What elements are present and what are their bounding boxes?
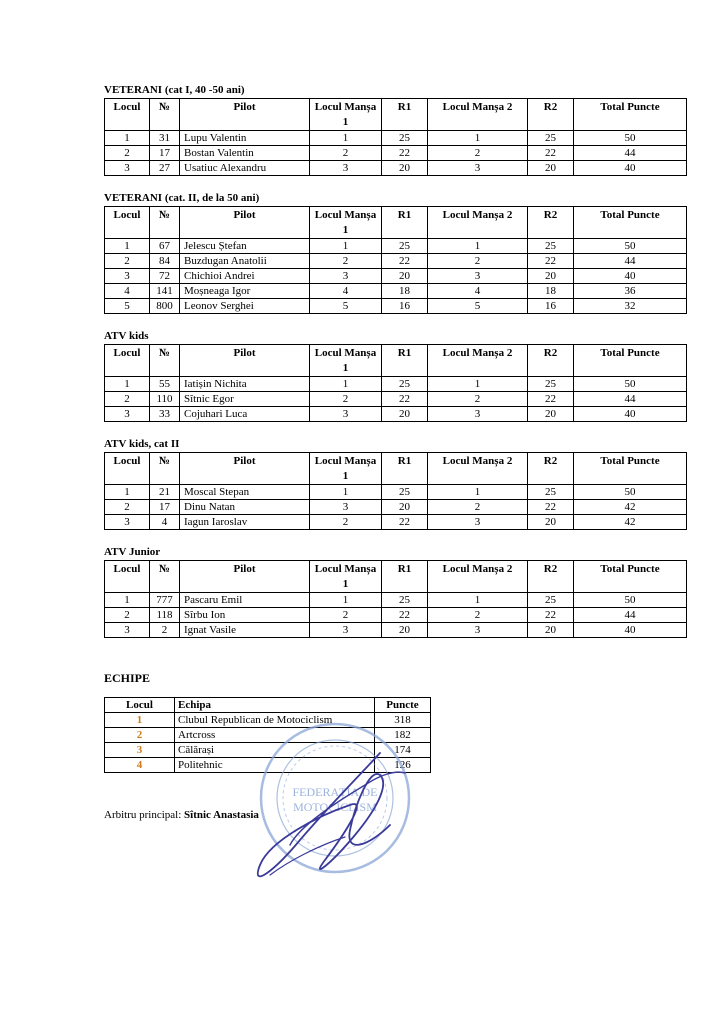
cell-total: 50 <box>574 593 687 608</box>
cell-pilot: Sîtnic Egor <box>180 392 310 407</box>
header-place-heat2: Locul Manșa 2 <box>428 561 528 593</box>
header-place-heat1: Locul Manșa 1 <box>310 345 382 377</box>
cell-rank: 1 <box>105 239 150 254</box>
header-rank: Locul <box>105 561 150 593</box>
cell-rank: 2 <box>105 146 150 161</box>
cell-place-heat1: 3 <box>310 269 382 284</box>
table-row <box>105 284 687 299</box>
table-header-row <box>105 453 687 485</box>
teams-header-rank: Locul <box>105 698 175 713</box>
table-row <box>105 239 687 254</box>
results-section <box>104 438 686 530</box>
cell-number: 33 <box>150 407 180 422</box>
table-header-row <box>105 345 687 377</box>
table-row <box>105 623 687 638</box>
results-table <box>104 344 687 422</box>
cell-pilot: Usatiuc Alexandru <box>180 161 310 176</box>
header-pilot: Pilot <box>180 561 310 593</box>
cell-total: 32 <box>574 299 687 314</box>
team-points: 174 <box>375 743 431 758</box>
cell-r1: 20 <box>382 269 428 284</box>
table-row <box>105 146 687 161</box>
table-row <box>105 377 687 392</box>
team-name: Artcross <box>175 728 375 743</box>
teams-header-team: Echipa <box>175 698 375 713</box>
cell-pilot: Buzdugan Anatolii <box>180 254 310 269</box>
cell-number: 67 <box>150 239 180 254</box>
cell-pilot: Iagun Iaroslav <box>180 515 310 530</box>
cell-rank: 1 <box>105 485 150 500</box>
table-row <box>105 299 687 314</box>
cell-rank: 2 <box>105 254 150 269</box>
cell-place-heat1: 3 <box>310 623 382 638</box>
stamp-text-top: FEDERAȚIA DE <box>292 785 378 799</box>
cell-place-heat1: 3 <box>310 161 382 176</box>
table-row <box>105 593 687 608</box>
cell-pilot: Ignat Vasile <box>180 623 310 638</box>
header-pilot: Pilot <box>180 99 310 131</box>
header-number: № <box>150 99 180 131</box>
results-section <box>104 192 686 314</box>
table-row <box>105 392 687 407</box>
cell-pilot: Moșneaga Igor <box>180 284 310 299</box>
arbiter-name: Sîtnic Anastasia <box>184 809 259 821</box>
cell-r2: 20 <box>528 515 574 530</box>
cell-number: 21 <box>150 485 180 500</box>
cell-pilot: Jelescu Ștefan <box>180 239 310 254</box>
signature <box>230 745 430 895</box>
section-title: VETERANI (cat. II, de la 50 ani) <box>104 192 260 204</box>
cell-rank: 5 <box>105 299 150 314</box>
cell-place-heat2: 3 <box>428 161 528 176</box>
cell-total: 40 <box>574 407 687 422</box>
header-place-heat2: Locul Manșa 2 <box>428 345 528 377</box>
cell-total: 40 <box>574 161 687 176</box>
cell-r2: 22 <box>528 392 574 407</box>
cell-place-heat1: 1 <box>310 239 382 254</box>
arbiter-label: Arbitru principal: <box>104 809 185 821</box>
cell-pilot: Lupu Valentin <box>180 131 310 146</box>
header-total: Total Puncte <box>574 207 687 239</box>
header-number: № <box>150 207 180 239</box>
team-points: 126 <box>375 758 431 773</box>
header-pilot: Pilot <box>180 453 310 485</box>
cell-place-heat2: 5 <box>428 299 528 314</box>
cell-place-heat1: 2 <box>310 515 382 530</box>
results-section <box>104 546 686 638</box>
cell-place-heat2: 3 <box>428 515 528 530</box>
header-r2: R2 <box>528 345 574 377</box>
cell-number: 31 <box>150 131 180 146</box>
cell-rank: 2 <box>105 608 150 623</box>
cell-rank: 2 <box>105 392 150 407</box>
cell-r1: 20 <box>382 161 428 176</box>
cell-r1: 22 <box>382 608 428 623</box>
cell-place-heat1: 3 <box>310 407 382 422</box>
team-name: Politehnic <box>175 758 375 773</box>
team-rank: 1 <box>105 713 175 728</box>
cell-number: 2 <box>150 623 180 638</box>
cell-number: 110 <box>150 392 180 407</box>
cell-place-heat1: 3 <box>310 500 382 515</box>
cell-place-heat1: 1 <box>310 377 382 392</box>
table-header-row <box>105 99 687 131</box>
section-title: ATV kids, cat II <box>104 438 180 450</box>
cell-number: 4 <box>150 515 180 530</box>
header-rank: Locul <box>105 453 150 485</box>
team-points: 182 <box>375 728 431 743</box>
cell-pilot: Chichioi Andrei <box>180 269 310 284</box>
header-place-heat2: Locul Manșa 2 <box>428 453 528 485</box>
cell-number: 800 <box>150 299 180 314</box>
cell-number: 27 <box>150 161 180 176</box>
cell-number: 84 <box>150 254 180 269</box>
table-row <box>105 515 687 530</box>
cell-total: 50 <box>574 377 687 392</box>
cell-pilot: Leonov Serghei <box>180 299 310 314</box>
cell-pilot: Dinu Natan <box>180 500 310 515</box>
cell-total: 50 <box>574 239 687 254</box>
header-r2: R2 <box>528 207 574 239</box>
cell-r2: 22 <box>528 254 574 269</box>
header-r1: R1 <box>382 561 428 593</box>
cell-total: 42 <box>574 500 687 515</box>
cell-r2: 20 <box>528 623 574 638</box>
cell-r2: 22 <box>528 608 574 623</box>
header-total: Total Puncte <box>574 99 687 131</box>
cell-number: 141 <box>150 284 180 299</box>
table-header-row <box>105 561 687 593</box>
header-number: № <box>150 561 180 593</box>
cell-place-heat1: 2 <box>310 146 382 161</box>
cell-place-heat2: 1 <box>428 485 528 500</box>
cell-place-heat2: 4 <box>428 284 528 299</box>
cell-rank: 3 <box>105 407 150 422</box>
table-row <box>105 608 687 623</box>
cell-total: 44 <box>574 254 687 269</box>
cell-number: 777 <box>150 593 180 608</box>
header-total: Total Puncte <box>574 345 687 377</box>
cell-rank: 1 <box>105 377 150 392</box>
cell-r2: 20 <box>528 161 574 176</box>
results-table <box>104 206 687 314</box>
header-rank: Locul <box>105 345 150 377</box>
cell-rank: 3 <box>105 623 150 638</box>
header-total: Total Puncte <box>574 561 687 593</box>
cell-total: 40 <box>574 269 687 284</box>
cell-total: 36 <box>574 284 687 299</box>
header-place-heat1: Locul Manșa 1 <box>310 99 382 131</box>
cell-rank: 4 <box>105 284 150 299</box>
teams-header-row <box>105 698 431 713</box>
header-place-heat1: Locul Manșa 1 <box>310 561 382 593</box>
results-section <box>104 330 686 422</box>
team-name: Călărași <box>175 743 375 758</box>
section-title: ATV Junior <box>104 546 161 558</box>
cell-r2: 25 <box>528 131 574 146</box>
cell-r2: 25 <box>528 485 574 500</box>
cell-r2: 25 <box>528 593 574 608</box>
cell-rank: 1 <box>105 593 150 608</box>
table-row <box>105 269 687 284</box>
cell-rank: 3 <box>105 269 150 284</box>
cell-pilot: Pascaru Emil <box>180 593 310 608</box>
cell-place-heat2: 2 <box>428 254 528 269</box>
cell-place-heat2: 2 <box>428 392 528 407</box>
cell-place-heat1: 5 <box>310 299 382 314</box>
teams-title: ECHIPE <box>104 671 151 685</box>
cell-pilot: Sîrbu Ion <box>180 608 310 623</box>
results-table <box>104 98 687 176</box>
cell-pilot: Bostan Valentin <box>180 146 310 161</box>
cell-place-heat2: 2 <box>428 146 528 161</box>
stamp-text-bottom: MOTOCICLISM <box>293 800 377 814</box>
cell-r2: 16 <box>528 299 574 314</box>
section-title: VETERANI (cat I, 40 -50 ani) <box>104 84 245 96</box>
cell-place-heat2: 3 <box>428 407 528 422</box>
results-table <box>104 560 687 638</box>
cell-place-heat1: 1 <box>310 485 382 500</box>
cell-total: 44 <box>574 392 687 407</box>
cell-r2: 18 <box>528 284 574 299</box>
cell-r1: 25 <box>382 593 428 608</box>
cell-r1: 22 <box>382 515 428 530</box>
teams-header-points: Puncte <box>375 698 431 713</box>
table-header-row <box>105 207 687 239</box>
cell-pilot: Moscal Stepan <box>180 485 310 500</box>
team-rank: 2 <box>105 728 175 743</box>
cell-place-heat2: 1 <box>428 377 528 392</box>
cell-r1: 20 <box>382 623 428 638</box>
header-number: № <box>150 453 180 485</box>
cell-total: 44 <box>574 608 687 623</box>
header-r1: R1 <box>382 207 428 239</box>
cell-number: 118 <box>150 608 180 623</box>
cell-total: 42 <box>574 515 687 530</box>
table-row <box>105 485 687 500</box>
cell-r1: 25 <box>382 239 428 254</box>
cell-place-heat1: 1 <box>310 131 382 146</box>
cell-place-heat1: 4 <box>310 284 382 299</box>
cell-rank: 3 <box>105 515 150 530</box>
cell-place-heat1: 2 <box>310 608 382 623</box>
cell-pilot: Iatișin Nichita <box>180 377 310 392</box>
cell-r1: 18 <box>382 284 428 299</box>
team-rank: 4 <box>105 758 175 773</box>
cell-place-heat2: 2 <box>428 500 528 515</box>
cell-r1: 25 <box>382 131 428 146</box>
header-total: Total Puncte <box>574 453 687 485</box>
cell-place-heat1: 2 <box>310 392 382 407</box>
table-row <box>105 161 687 176</box>
cell-number: 17 <box>150 146 180 161</box>
cell-place-heat2: 1 <box>428 239 528 254</box>
cell-place-heat2: 3 <box>428 269 528 284</box>
cell-place-heat1: 2 <box>310 254 382 269</box>
team-points: 318 <box>375 713 431 728</box>
header-r2: R2 <box>528 99 574 131</box>
header-pilot: Pilot <box>180 345 310 377</box>
header-r1: R1 <box>382 99 428 131</box>
header-r1: R1 <box>382 345 428 377</box>
cell-total: 50 <box>574 131 687 146</box>
cell-place-heat2: 3 <box>428 623 528 638</box>
header-pilot: Pilot <box>180 207 310 239</box>
cell-r2: 22 <box>528 146 574 161</box>
header-r2: R2 <box>528 561 574 593</box>
cell-place-heat1: 1 <box>310 593 382 608</box>
cell-r2: 20 <box>528 407 574 422</box>
header-place-heat2: Locul Manșa 2 <box>428 99 528 131</box>
cell-r1: 22 <box>382 392 428 407</box>
cell-number: 72 <box>150 269 180 284</box>
table-row <box>105 131 687 146</box>
cell-r2: 25 <box>528 377 574 392</box>
cell-place-heat2: 1 <box>428 131 528 146</box>
results-table <box>104 452 687 530</box>
cell-rank: 1 <box>105 131 150 146</box>
header-r2: R2 <box>528 453 574 485</box>
team-name: Clubul Republican de Motociclism <box>175 713 375 728</box>
section-title: ATV kids <box>104 330 149 342</box>
cell-r1: 22 <box>382 146 428 161</box>
cell-r2: 20 <box>528 269 574 284</box>
cell-place-heat2: 1 <box>428 593 528 608</box>
header-rank: Locul <box>105 99 150 131</box>
cell-total: 44 <box>574 146 687 161</box>
cell-r1: 16 <box>382 299 428 314</box>
results-section <box>104 84 686 176</box>
header-rank: Locul <box>105 207 150 239</box>
cell-r1: 25 <box>382 377 428 392</box>
cell-pilot: Cojuhari Luca <box>180 407 310 422</box>
cell-r1: 22 <box>382 254 428 269</box>
cell-r1: 20 <box>382 500 428 515</box>
cell-place-heat2: 2 <box>428 608 528 623</box>
table-row <box>105 500 687 515</box>
header-place-heat2: Locul Manșa 2 <box>428 207 528 239</box>
cell-r2: 25 <box>528 239 574 254</box>
header-place-heat1: Locul Manșa 1 <box>310 207 382 239</box>
header-r1: R1 <box>382 453 428 485</box>
header-number: № <box>150 345 180 377</box>
header-place-heat1: Locul Manșa 1 <box>310 453 382 485</box>
cell-r2: 22 <box>528 500 574 515</box>
team-rank: 3 <box>105 743 175 758</box>
cell-rank: 2 <box>105 500 150 515</box>
cell-number: 55 <box>150 377 180 392</box>
table-row <box>105 254 687 269</box>
cell-r1: 20 <box>382 407 428 422</box>
cell-total: 40 <box>574 623 687 638</box>
cell-r1: 25 <box>382 485 428 500</box>
cell-rank: 3 <box>105 161 150 176</box>
cell-total: 50 <box>574 485 687 500</box>
cell-number: 17 <box>150 500 180 515</box>
table-row <box>105 407 687 422</box>
